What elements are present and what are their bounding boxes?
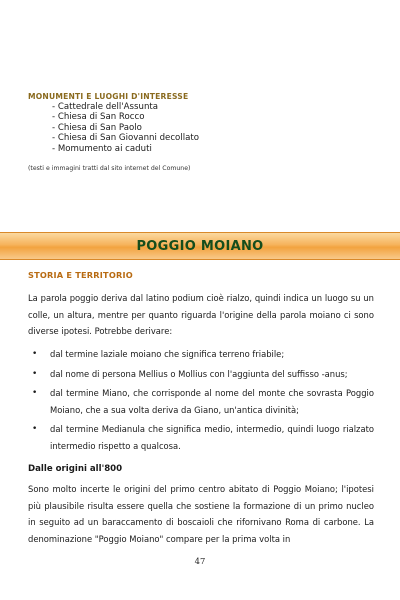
etymology-item: • dal nome di persona Mellius o Mollius con l'aggiunta del suffisso -anus;: [28, 366, 374, 383]
town-title: POGGIO MOIANO: [136, 238, 264, 254]
monument-item: - Chiesa di San Paolo: [52, 123, 368, 133]
monument-item: - Chiesa di San Giovanni decollato: [52, 133, 368, 143]
etymology-item: • dal termine Miano, che corrisponde al nome del monte che sovrasta Poggio Moiano, che a sua volta deriva da Giano, un'antica divinità;: [28, 385, 374, 418]
page-number: 47: [194, 556, 206, 566]
etymology-list: [28, 346, 374, 457]
monument-item: - Cattedrale dell'Assunta: [52, 102, 368, 112]
monument-item: - Momumento ai caduti: [52, 144, 368, 154]
town-title-bar: [0, 232, 400, 260]
etymology-item: • dal termine laziale moiano che significa terreno friabile;: [28, 346, 374, 363]
origins-paragraph: Sono molto incerte le origini del primo centro abitato di Poggio Moiano; l'ipotesi più plausibile risulta essere quella che sostiene la formazione di un primo nucleo in seguito ad un baraccamento di boscaioli che rifornivano Roma di carbone. La denominazione "Poggio Moiano" compare per la prima volta in: [28, 484, 374, 544]
etymology-item: • dal termine Medianula che significa medio, intermedio, quindi luogo rialzato intermedio rispetto a qualcosa.: [28, 421, 374, 454]
monuments-section: [28, 92, 368, 154]
monuments-heading: MONUMENTI E LUOGHI D'INTERESSE: [28, 92, 189, 101]
section-heading: STORIA E TERRITORIO: [28, 270, 133, 280]
monuments-list: [28, 102, 368, 154]
intro-paragraph: La parola poggio deriva dal latino podium cioè rialzo, quindi indica un luogo su un colle, un altura, mentre per quanto riguarda l'origine della parola moiano ci sono diverse ipotesi. Potrebbe derivare:: [28, 293, 374, 336]
monument-item: - Chiesa di San Rocco: [52, 112, 368, 122]
origins-heading: Dalle origini all'800: [28, 464, 123, 474]
source-credit: (testi e immagini tratti dal sito internet del Comune): [28, 165, 191, 172]
